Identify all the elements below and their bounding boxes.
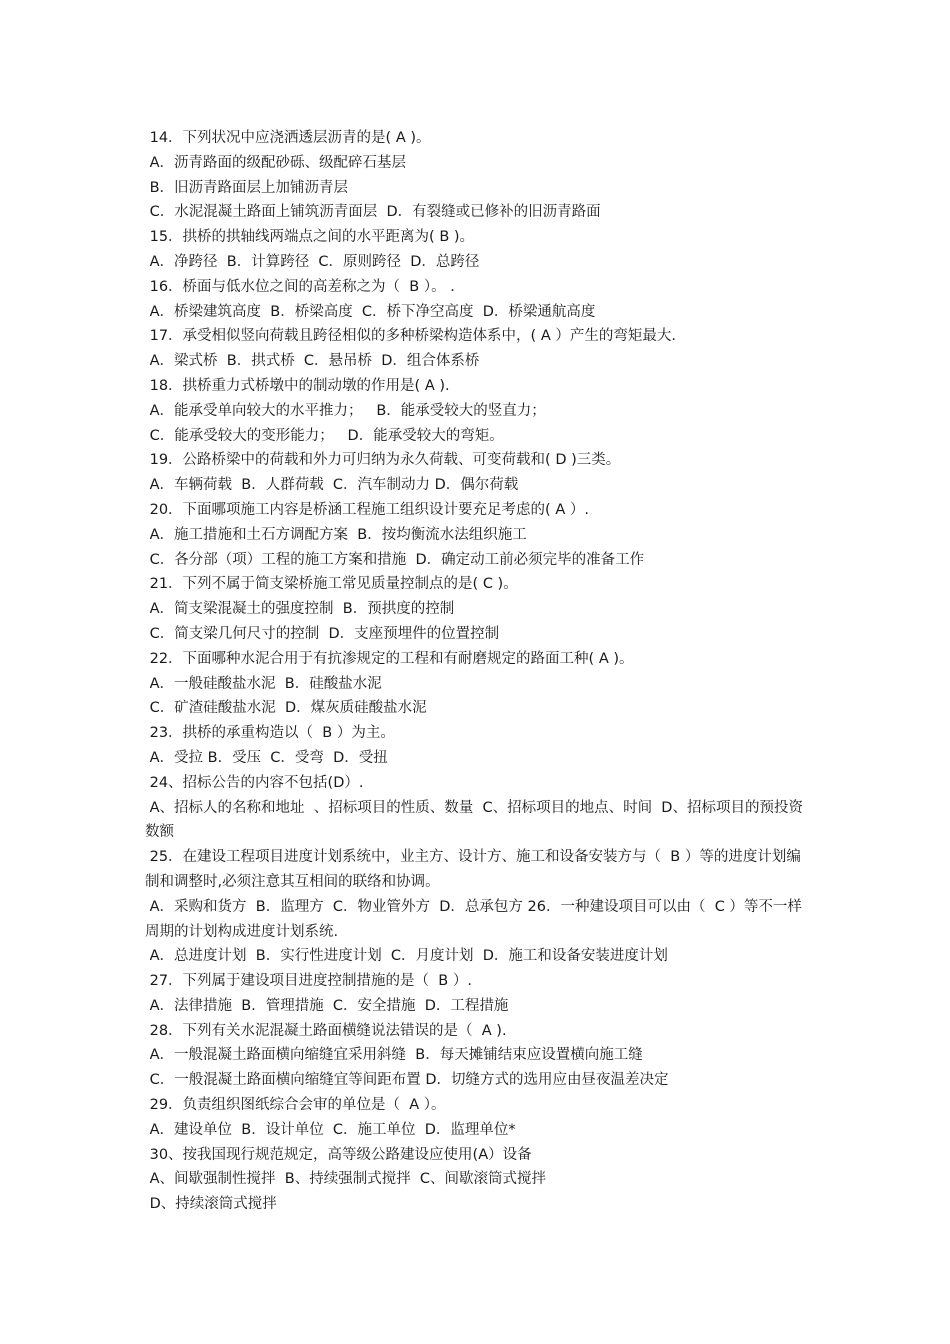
option-line: A、招标人的名称和地址 、招标项目的性质、数量 C、招标项目的地点、时间 D、招标项目的预投资数额 <box>145 799 803 841</box>
option-line: A．桥梁建筑高度 B．桥梁高度 C．桥下净空高度 D．桥梁通航高度 <box>145 303 596 320</box>
option-line: C．水泥混凝土路面上铺筑沥青面层 D．有裂缝或已修补的旧沥青路面 <box>145 204 601 221</box>
question-27: 27．下列属于建设项目进度控制措施的是（ B ）. <box>145 973 472 990</box>
option-line: A、间歇强制性搅拌 B、持续强制式搅拌 C、间歇滚筒式搅拌 <box>145 1171 547 1188</box>
option-line: C．一般混凝土路面横向缩缝宜等间距布置 D．切缝方式的选用应由昼夜温差决定 <box>145 1072 669 1089</box>
option-line: C．各分部（项）工程的施工方案和措施 D．确定动工前必须完毕的准备工作 <box>145 551 645 568</box>
option-line: A．施工措施和土石方调配方案 B．按均衡流水法组织施工 <box>145 526 527 543</box>
document-body <box>145 126 815 1217</box>
question-22: 22．下面哪种水泥合用于有抗渗规定的工程和有耐磨规定的路面工种( A )。 <box>145 650 634 667</box>
question-19: 19．公路桥梁中的荷载和外力可归纳为永久荷载、可变荷载和( D )三类。 <box>145 452 621 469</box>
option-line: A．梁式桥 B．拱式桥 C．悬吊桥 D．组合体系桥 <box>145 353 480 370</box>
option-line: A．车辆荷载 B．人群荷载 C．汽车制动力 D．偶尔荷载 <box>145 477 519 494</box>
option-line: A．采购和货方 B．监理方 C．物业管外方 D．总承包方 26．一种建设项目可以由（ C ）等不一样周期的计划构成进度计划系统. <box>145 898 802 940</box>
question-17: 17．承受相似竖向荷载且跨径相似的多种桥梁构造体系中，( A ）产生的弯矩最大. <box>145 328 676 345</box>
option-line: A．建设单位 B．设计单位 C．施工单位 D．监理单位* <box>145 1121 516 1138</box>
question-14: 14．下列状况中应浇洒透层沥青的是( A )。 <box>145 130 431 146</box>
option-line: C．能承受较大的变形能力； D．能承受较大的弯矩。 <box>145 427 504 444</box>
option-line: A．能承受单向较大的水平推力； B．能承受较大的竖直力； <box>145 402 546 419</box>
option-line: A．一般混凝土路面横向缩缝宜采用斜缝 B．每天摊铺结束应设置横向施工缝 <box>145 1047 643 1064</box>
question-16: 16．桥面与低水位之间的高差称之为（ B ）。 . <box>145 278 455 295</box>
question-24: 24、招标公告的内容不包括(D）. <box>145 774 364 791</box>
option-line: C．矿渣硅酸盐水泥 D．煤灰质硅酸盐水泥 <box>145 700 427 717</box>
question-25: 25．在建设工程项目进度计划系统中，业主方、设计方、施工和设备安装方与（ B ）等的进度计划编制和调整时,必须注意其互相间的联络和协调。 <box>145 849 801 890</box>
option-line: A．总进度计划 B．实行性进度计划 C．月度计划 D．施工和设备安装进度计划 <box>145 948 668 965</box>
option-line: A．简支梁混凝土的强度控制 B．预拱度的控制 <box>145 601 455 618</box>
option-line: A．净跨径 B．计算跨径 C．原则跨径 D．总跨径 <box>145 253 480 270</box>
option-line: A．一般硅酸盐水泥 B．硅酸盐水泥 <box>145 675 382 692</box>
question-15: 15．拱桥的拱轴线两端点之间的水平距离为( B )。 <box>145 229 475 246</box>
option-line: A．受拉 B．受压 C．受弯 D．受扭 <box>145 749 388 766</box>
question-30: 30、按我国现行规范规定，高等级公路建设应使用(A）设备 <box>145 1146 532 1163</box>
question-23: 23．拱桥的承重构造以（ B ）为主。 <box>145 725 395 742</box>
question-28: 28．下列有关水泥混凝土路面横缝说法错误的是（ A ). <box>145 1022 507 1039</box>
question-21: 21．下列不属于简支梁桥施工常见质量控制点的是( C )。 <box>145 576 518 593</box>
question-18: 18．拱桥重力式桥墩中的制动墩的作用是( A ). <box>145 377 450 394</box>
question-20: 20．下面哪项施工内容是桥涵工程施工组织设计要充足考虑的( A ）. <box>145 501 589 518</box>
option-line: D、持续滚筒式搅拌 <box>145 1196 277 1213</box>
option-line: B．旧沥青路面层上加铺沥青层 <box>145 179 349 196</box>
question-29: 29．负责组织图纸综合会审的单位是（ A ）。 <box>145 1097 446 1114</box>
option-line: A．法律措施 B．管理措施 C．安全措施 D．工程措施 <box>145 997 509 1014</box>
option-line: C．简支梁几何尺寸的控制 D．支座预埋件的位置控制 <box>145 625 500 642</box>
option-line: A．沥青路面的级配砂砾、级配碎石基层 <box>145 154 407 171</box>
